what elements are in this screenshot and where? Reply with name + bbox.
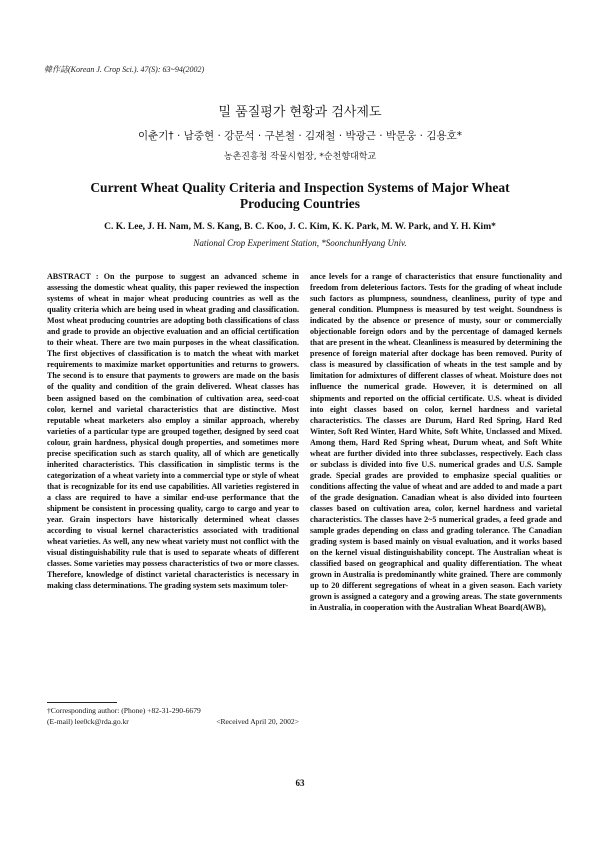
journal-reference: 韓作誌(Korean J. Crop Sci.). 47(S): 63~94(2002) [44, 65, 205, 74]
korean-authors: 이춘기† · 남중현 · 강문석 · 구본철 · 김재철 · 박광근 · 박문웅 · 김용호* [137, 130, 463, 142]
footnote-rule [47, 702, 117, 703]
corresponding-author: †Corresponding author: (Phone) +82-31-290-6679 [47, 706, 201, 715]
author-email: (E-mail) lee0ck@rda.go.kr [47, 717, 129, 726]
english-affiliation: National Crop Experiment Station, *SoonchunHyang Univ. [193, 238, 407, 248]
footnote-row [47, 716, 299, 727]
footnote [47, 705, 299, 727]
received-date: <Received April 20, 2002> [216, 717, 299, 726]
english-title: Current Wheat Quality Criteria and Inspection Systems of Major Wheat Producing Countries [90, 180, 510, 211]
abstract-right-column: ance levels for a range of characteristics that ensure functionality and freedom from deleterious factors. Tests for the grading of wheat include such factors as plumpness, soundness, cleanliness, purity of type and general condition. Plumpness is measured by test weight. Soundness is indicated by the absence or presence of musty, sour or commercially objectionable foreign odors and by the percentage of damaged kernels that are present in the wheat. Cleanliness is measured by determining the presence of foreign material after dockage has been removed. Purity of class is measured by classification of wheats in the test sample and by limitation for admixtures of different classes of wheat. Moisture does not influence the numerical grade. However, it is determined on all shipments and reported on the official certificate. U.S. wheat is divided into eight classes based on color, kernel hardness and varietal characteristics. The classes are Durum, Hard Red Spring, Hard Red Winter, Soft Red Winter, Hard White, Soft White, Unclassed and Mixed. Among them, Hard Red Spring wheat, Durum wheat, and Soft White wheat are further divided into three subclasses, respectively. Each class or subclass is divided into five U.S. numerical grades and U.S. Sample grade. Special grades are provided to emphasize special qualities or conditions affecting the value of wheat and are added to and made a part of the grade designation. Canadian wheat is also divided into fourteen classes based on cultivation area, color, kernel hardness and varietal characteristics. The classes have 2~5 numerical grades, a feed grade and sample grades depending on class and grading tolerance. The Canadian grading system is based mainly on visual evaluation, and it works based on the kernel visual distinguishability concept. The Australian wheat is classified based on geographical and quality differentiation. The wheat grown in Australia is predominantly white grained. There are commonly up to 20 different segregations of wheat in a given season. Each variety grown is assigned a category and a growing areas. The state governments in Australia, in cooperation with the Australian Wheat Board(AWB), [310, 272, 562, 613]
english-authors: C. K. Lee, J. H. Nam, M. S. Kang, B. C. Koo, J. C. Kim, K. K. Park, M. W. Park, and Y. H. Kim* [104, 222, 496, 232]
abstract-left-column: ABSTRACT : On the purpose to suggest an advanced scheme in assessing the domestic wheat quality, this paper reviewed the inspection systems of wheat in major wheat producing countries as well as the quality criteria which are being used in wheat grading and classification. Most wheat producing countries are adopting both classifications of class and grade to provide an objective evaluation and an official certification to their wheat. There are two main purposes in the wheat classification. The first objectives of classification is to match the wheat with market requirements to maximize market opportunities and returns to growers. The second is to ensure that payments to growers are made on the basis of the quality and condition of the grain delivered. Wheat classes has been assigned based on the combination of cultivation area, seed-coat color, kernel and varietal characteristics that are distinctive. Most reputable wheat marketers also employ a similar approach, whereby varieties of a particular type are grouped together, designed by seed coat colour, grain hardness, physical dough properties, and sometimes more precise specification such as starch quality, all of which are genetically inherited characteristics. This classification in simplistic terms is the categorization of a wheat variety into a commercial type or style of wheat that is recognizable for its end use capabilities. All varieties registered in a class are required to have a similar end-use performance that the shipment be consistent in processing quality, cargo to cargo and year to year. Grain inspectors have historically determined wheat classes according to visual kernel characteristics associated with traditional wheat varieties. As well, any new wheat variety must not conflict with the visual distinguishability rule that is used to separate wheats of different classes. Some varieties may possess characteristics of two or more classes. Therefore, knowledge of distinct varietal characteristics is necessary in making class determinations. The grading system sets maximum toler- [47, 272, 299, 591]
korean-affiliation: 농촌진흥청 작물시험장, *순천향대학교 [223, 152, 377, 162]
korean-title: 밀 품질평가 현황과 검사제도 [218, 105, 382, 120]
page-number: 63 [295, 778, 305, 788]
